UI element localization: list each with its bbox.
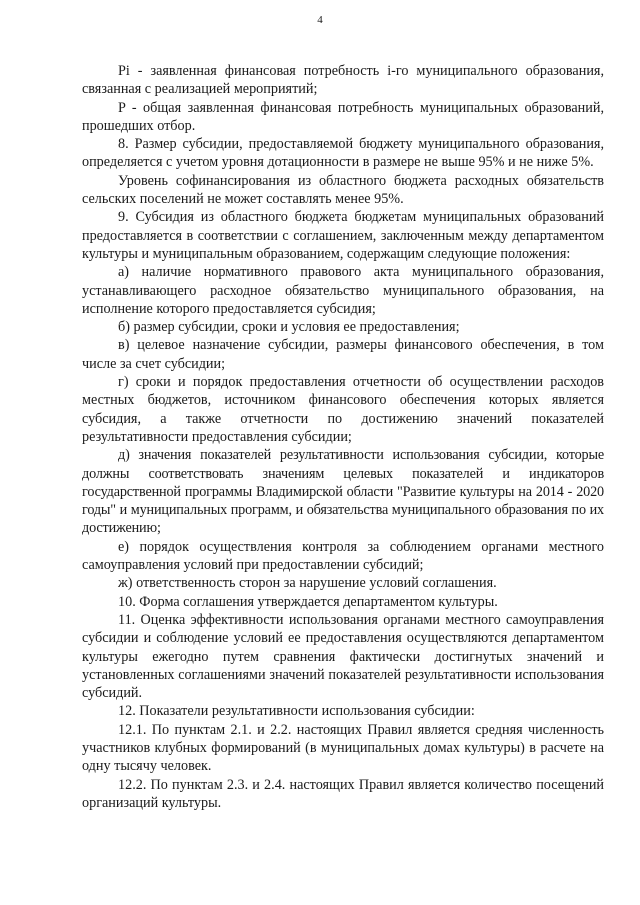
- paragraph-item-11: 11. Оценка эффективности использования органами местного самоуправления субсидии и соблюдение условий ее предоставления осуществляются департаментом культуры ежегодно путем сравнения фактически достигнутых значений и установленных соглашениями значений показателей результативности использования субсидий.: [82, 611, 604, 702]
- paragraph-item-9zh: ж) ответственность сторон за нарушение условий соглашения.: [118, 575, 497, 592]
- paragraph-item-9: 9. Субсидия из областного бюджета бюджетам муниципальных образований предоставляется в соответствии с соглашением, заключенным между департаментом культуры и муниципальным образованием, содержащим следующие положения:: [82, 209, 604, 262]
- document-body: [82, 62, 604, 812]
- paragraph-item-9e: е) порядок осуществления контроля за соблюдением органами местного самоуправления условий при предоставлении субсидий;: [82, 538, 604, 574]
- paragraph-item-10: 10. Форма соглашения утверждается департаментом культуры.: [118, 593, 498, 610]
- paragraph-item-12-2: 12.2. По пунктам 2.3. и 2.4. настоящих Правил является количество посещений организаций культуры.: [82, 776, 604, 811]
- paragraph-cofinancing-level: Уровень софинансирования из областного бюджета расходных обязательств сельских поселений не может составлять менее 95%.: [82, 172, 604, 208]
- paragraph-item-9b: б) размер субсидии, сроки и условия ее предоставления;: [118, 319, 460, 336]
- paragraph-pi-definition: Pi - заявленная финансовая потребность i-го муниципального образования, связанная с реализацией мероприятий;: [82, 63, 604, 98]
- page-number: 4: [317, 14, 323, 26]
- paragraph-item-9d: д) значения показателей результативности использования субсидии, которые должны соответствовать значениям целевых показателей и индикаторов государственной программы Владимирской области "Развитие культуры на 2014 - 2020 годы" и муниципальных программ, и обязательства муниципального образования по их достижению;: [82, 447, 604, 537]
- paragraph-item-9v: в) целевое назначение субсидии, размеры финансового обеспечения, в том числе за счет субсидии;: [82, 337, 604, 372]
- paragraph-p-definition: P - общая заявленная финансовая потребность муниципальных образований, прошедших отбор.: [82, 99, 604, 134]
- paragraph-item-12-1: 12.1. По пунктам 2.1. и 2.2. настоящих Правил является средняя численность участников клубных формирований (в муниципальных домах культуры) в расчете на одну тысячу человек.: [82, 721, 604, 775]
- paragraph-item-9g: г) сроки и порядок предоставления отчетности об осуществлении расходов местных бюджетов, источником финансового обеспечения которых является субсидия, а также отчетности по достижению значений показателей результативности предоставления субсидии;: [82, 374, 604, 445]
- paragraph-item-9a: а) наличие нормативного правового акта муниципального образования, устанавливающего расходное обязательство муниципального образования, на исполнение которого предоставляется субсидия;: [82, 264, 604, 317]
- paragraph-item-12: 12. Показатели результативности использования субсидии:: [118, 703, 475, 720]
- paragraph-item-8: 8. Размер субсидии, предоставляемой бюджету муниципального образования, определяется с учетом уровня дотационности в размере не выше 95% и не ниже 5%.: [82, 136, 604, 171]
